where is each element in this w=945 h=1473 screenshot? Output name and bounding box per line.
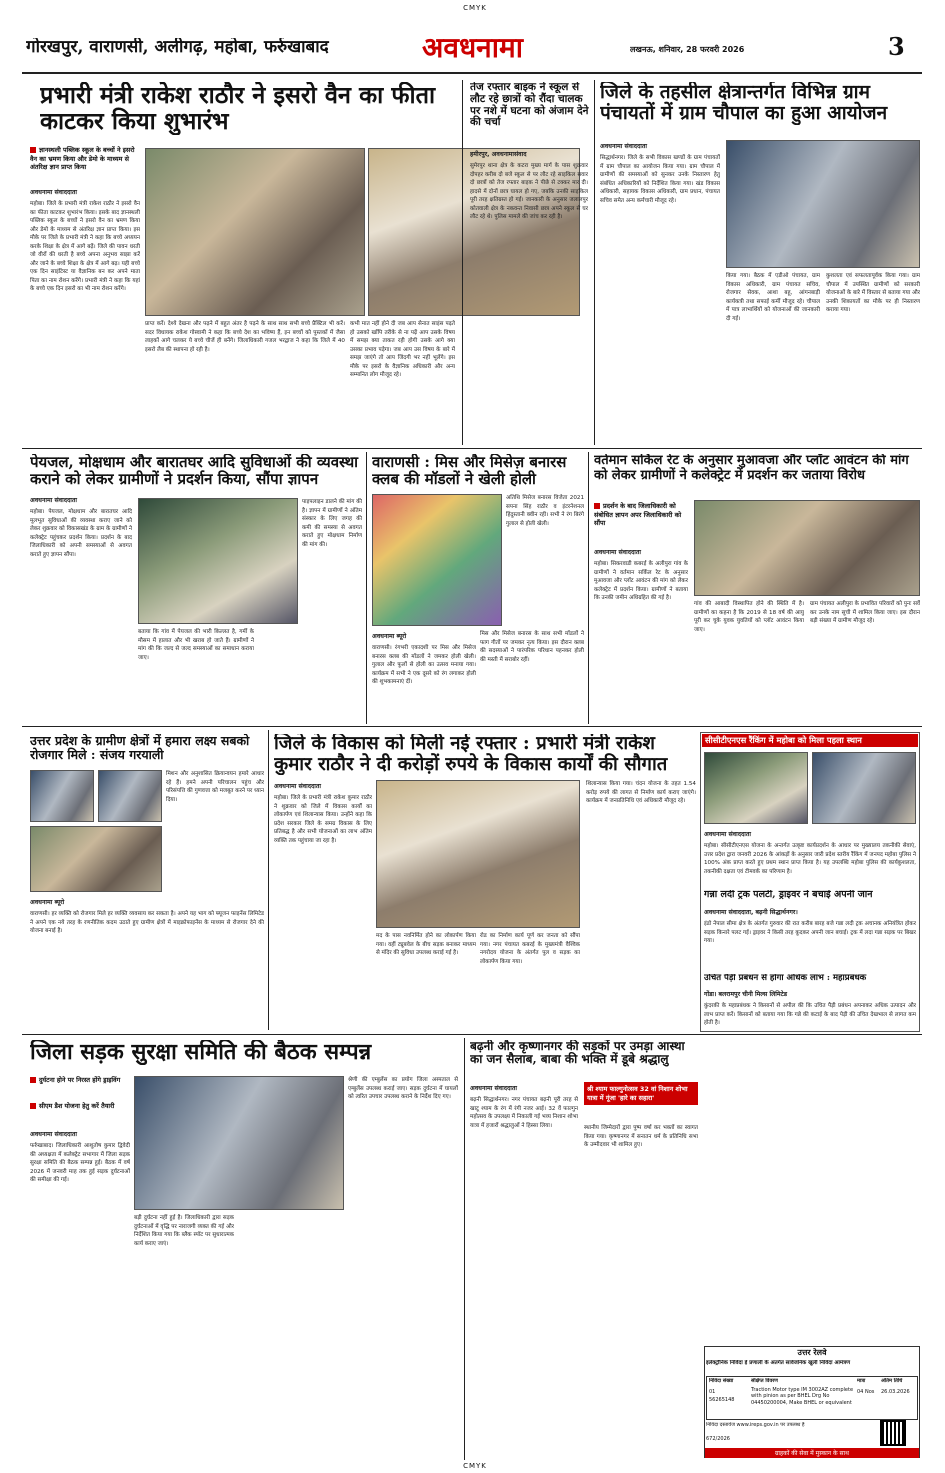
- chaupal-byline: अवधनामा संवाददाता: [600, 143, 647, 150]
- water-col1: [30, 494, 132, 722]
- rate-col3: [810, 600, 920, 722]
- road-col4: [348, 1076, 458, 1458]
- dev-body3: रोड का निर्माण कार्य पूर्ण कर जनता को सौंपा गया। नगर पंचायत कबरई के मुख्यमंत्री वैश्विक नगरोदय योजना के अंतर्गत पुल व सड़क का लोकार्पण किया गया।: [480, 933, 580, 965]
- isro-col1: [30, 186, 140, 444]
- water-body3: पाइपलाइन डालने की मांग की है। ज्ञापन में ग्रामीणों ने अंतिम संस्कार के लिए जगह की कमी की समस्या से अवगत कराते हुए मोक्षधाम निर्माण की मांग की।: [302, 499, 362, 548]
- ad-row-id: 56265148: [709, 1397, 735, 1403]
- isro-body1: महोबा। जिले के प्रभारी मंत्री राकेश राठौर ने इसरो वैन का फीता काटकर शुभारंभ किया। इसके बाद ज्ञानस्थली पब्लिक स्कूल के बच्चों ने इसरो वैन का भ्रमण किया और डेमो के माध्यम से अंतरिक्ष ज्ञान प्राप्त किया। इस मौके पर जिले के प्रभारी मंत्री ने कहा कि बच्चे अध्ययन करके शिक्षा के क्षेत्र में आगे बढ़ें। जिले की पावन धरती जो वीरों की धरती है बच्चे अपना अनुभव साझा करें और जाने के बच्चे शिक्षा के क्षेत्र में आगे बढ़। यही बच्चे एक दिन साइंटिस्ट या वैज्ञानिक बन कर अपने माता पिता का नाम रोशन करेंगे। प्रभारी मंत्री ने कहा कि यहां के बच्चे एक दिन इसरो का भी नाम रोशन करेंगे।: [30, 201, 140, 293]
- bike-col: [470, 148, 588, 444]
- cctns-byline: अवधनामा संवाददाता: [704, 831, 751, 838]
- rate-body3: ग्राम पंचायत अलीपुरा के प्रभावित परिवारों को पुनः सर्वे कर उनके नाम सूची में शामिल किया जाए। इस दौरान बड़ी संख्या में ग्रामीण मौजूद रहे।: [810, 601, 920, 624]
- bullet-icon: [30, 147, 36, 153]
- ad-row-qty: 04 Nos: [857, 1389, 875, 1395]
- dev-photo: [376, 780, 580, 928]
- bullet-icon: [30, 1103, 36, 1109]
- water-headline: पेयजल, मोक्षधाम और बारातघर आदि सुविधाओं की व्यवस्था कराने को लेकर ग्रामीणों ने प्रदर्शन किया, सौंपा ज्ञापन: [30, 454, 359, 488]
- road-byline: अवधनामा संवाददाता: [30, 1131, 77, 1138]
- job-photo-2: [98, 770, 162, 822]
- yatra-body2: स्थानीय जिम्मेदारों द्वारा पुष्प वर्षा कर भक्तों का स्वागत किया गया। कृष्णानगर में सनातन धर्म के प्रतिनिधि सभा के उम्मीदवार भी शामिल हुए।: [584, 1125, 698, 1148]
- ad-row-no: 01: [709, 1389, 716, 1395]
- road-headline: जिला सड़क सुरक्षा समिति की बैठक सम्पन्न: [30, 1040, 372, 1065]
- paddy-headline: उचित पैड़ी प्रबंधन से होगा अधिक लाभ : महाप्रबंधक: [704, 974, 867, 983]
- logo: [402, 30, 602, 68]
- bullet-icon: [594, 503, 600, 509]
- water-body1: महोबा। पेयजल, मोक्षधाम और बारातघर आदि मूलभूत सुविधाओं की व्यवस्था कराए जाने को लेकर शुक्रवार को विकासखंड के ग्राम के ग्रामीणों ने कलेक्ट्रेट पहुंचकर प्रदर्शन किया। प्रदर्शन के बाद जिलाधिकारी को अपनी समस्याओं से अवगत कराते हुए ज्ञापन सौंपा।: [30, 509, 132, 558]
- job-byline: अवधनामा ब्यूरो: [30, 899, 65, 906]
- registration-mark-bottom: CMYK: [463, 1462, 487, 1470]
- dev-headline: जिले के विकास को मिली नई रफ्तार : प्रभारी मंत्री राकेश कुमार राठौर ने दी करोड़ों रुपये के विकास कार्यों की सौगात: [274, 734, 668, 775]
- header-date: लखनऊ, शनिवार, 28 फरवरी 2026: [630, 45, 745, 54]
- cctns-headline: सीसीटीएनएस रैंकिंग में महोबा को मिला पहला स्थान: [702, 734, 918, 747]
- ad-footer: ग्राहकों की सेवा में मुस्कान के साथ: [705, 1448, 919, 1458]
- water-photo: [138, 498, 298, 624]
- yatra-headline: बढ़नी और कृष्णानगर की सड़कों पर उमड़ा आस्था का जन सैलाब, बाबा की भक्ति में डूबे श्रद्धालु: [470, 1040, 685, 1067]
- dev-col2: [376, 932, 476, 1028]
- divider-v3: [366, 452, 367, 724]
- divider-v2: [594, 80, 595, 445]
- dev-byline: अवधनामा संवाददाता: [274, 783, 321, 790]
- chaupal-body3: कुशलता एवं सफलतापूर्वक किया गया। ग्राम चौपाल में उपस्थित ग्रामीणों को सरकारी योजनाओं के बारे में विस्तार से बताया गया और उनकी शिकायतों का मौके पर ही निस्तारण कराया गया।: [826, 273, 920, 313]
- chaupal-headline: जिले के तहसील क्षेत्रान्तर्गत विभिन्न ग्राम पंचायतों में ग्राम चौपाल का हुआ आयोजन: [600, 82, 888, 125]
- isro-byline: अवधनामा संवाददाता: [30, 189, 77, 196]
- yatra-subhead-text: श्री श्याम फाल्गुनोत्सव 32 वां निशान शोभा यात्रा में गूंजा 'हारे का सहारा': [587, 1085, 688, 1102]
- ad-code: 672/2026: [706, 1436, 730, 1442]
- ad-title: इलेक्ट्रॉनिक निविदा ई प्रणाली के अंतर्गत सार्वजनिक खुली निविदा आमंत्रण: [706, 1360, 850, 1366]
- bike-body: सुमेरपुर थाना क्षेत्र के कटरा मुख्य मार्ग के पास शुक्रवार दोपहर करीब दो बजे स्कूल से पर लौट रहे साइकिल सवार दो छात्रों को तेज रफ्तार बाइक ने पीछे से टक्कर मार दी। हादसे में दोनों छात्र घायल हो गए, जबकि उनकी साइकिल पूरी तरह क्षतिग्रस्त हो गई। जानकारी के अनुसार जलालपुर कोतवाली क्षेत्र के नकवन्त निवासी छात्र अपने स्कूल से घर लौट रहे थे। पुलिस मामले की जांच कर रही है।: [470, 163, 588, 221]
- rate-photo: [694, 500, 920, 596]
- rate-body2: गांव की आबादी विस्थापित होने की स्थिति में है। ग्रामीणों का कहना है कि 2019 से 18 वर्ष की आयु पूरी कर चुके युवक युवतियों को प्लॉट आवंटन किया जाए।: [694, 601, 804, 633]
- paddy-col: [704, 988, 916, 1030]
- road-sub-1-text: दुर्घटना होने पर निरस्त होंगे ड्राइविंग: [39, 1076, 121, 1084]
- dev-body1: महोबा। जिले के प्रभारी मंत्री राकेश कुमार राठौर ने शुक्रवार को जिले में विकास कार्यों का लोकार्पण एवं शिलान्यास किया। उन्होंने कहा कि प्रदेश सरकार जिले के समग्र विकास के लिए प्रतिबद्ध है और सभी योजनाओं का लाभ अंतिम व्यक्ति तक पहुंचाया जा रहा है।: [274, 795, 372, 844]
- section-rule-1: [22, 448, 922, 449]
- chaupal-col2: [726, 272, 820, 444]
- rate-col1: [594, 546, 688, 722]
- divider-v1: [462, 80, 463, 445]
- dev-col4: [586, 780, 696, 1028]
- rate-subhead-text: प्रदर्शन के बाद जिलाधिकारी को संबोधित ज्ञापन अपर जिलाधिकारी को सौंपा: [594, 502, 682, 528]
- bike-byline: हमीरपुर, अवधनामासंवाद: [470, 151, 527, 158]
- paddy-byline: गोंडा। बलरामपुर चीनी मिल्स लिमिटेड: [704, 991, 788, 998]
- chaupal-col1: [600, 140, 720, 444]
- page-number: 3: [888, 34, 905, 61]
- isro-body3: कभी मात नहीं होने दी जब आप सेनात साइंस पढ़ते हो उसको खाँपि तरीके से ना पढ़ें आप उसके विषय में समझ क्या ताकत रही होगी उसके आगे क्या उसका प्रभाव पड़ेगा। जब आप उस विषय के बारे में समझ जाएंगे तो आप जिंदगी भर नहीं भूलेंगे। इस मौके पर इसरो के वैज्ञानिक अधिकारी और अन्य सम्मानित लोग मौजूद रहे।: [350, 321, 455, 378]
- logo-text: अवधनामा: [422, 32, 523, 64]
- holi-col2: [480, 630, 584, 722]
- water-col3: [302, 498, 362, 722]
- divider-v5: [268, 730, 269, 1030]
- isro-headline: प्रभारी मंत्री राकेश राठौर ने इसरो वैन का फीता काटकर किया शुभारंभ: [40, 82, 436, 135]
- ad-row-date: 26.03.2026: [881, 1389, 910, 1395]
- truck-byline: अवधनामा संवाददाता, बढ़नी सिद्धार्थनगर।: [704, 909, 798, 916]
- holi-body2: मिस और मिसेज बनारस के साथ सभी मॉडलों ने फाग गीतों पर जमकर नृत्य किया। इस दौरान क्लब की सदस्याओं ने पारंपरिक परिधान पहनकर होली की मस्ती में सराबोर रहीं।: [480, 631, 584, 663]
- road-sub-2: [30, 1102, 130, 1111]
- section-rule-3: [22, 1034, 922, 1035]
- section-rule-2: [22, 726, 922, 727]
- job-side: [166, 770, 264, 894]
- ad-org: उत्तर रेलवे: [797, 1348, 827, 1357]
- cctns-col: [704, 828, 916, 886]
- isro-photo-1: [145, 148, 365, 316]
- yatra-byline: अवधनामा संवाददाता: [470, 1085, 517, 1092]
- cctns-photo-1: [704, 752, 808, 824]
- isro-subhead: [30, 146, 140, 172]
- cctns-photo-2: [812, 752, 916, 824]
- ad-th-qty: मात्रा: [857, 1378, 866, 1384]
- rate-subhead: [594, 502, 690, 528]
- holi-col1: [372, 630, 476, 722]
- holi-photo: [372, 494, 502, 626]
- dev-body2: मद के पास नवनिर्मित होने का लोकार्पण किया गया। वहीं ट्यूबवेल के बीच सड़क बनाकर माध्यम से मंदिर की सुविधा उपलब्ध कराई गई है।: [376, 933, 476, 956]
- chaupal-body2: किया गया। बैठक में एडीओ पंचायत, ग्राम विकास अधिकारी, ग्राम पंचायत सचिव, रोजगार सेवक, आशा बहू, आंगनबाड़ी कार्यकत्री तथा सफाई कर्मी मौजूद रहे। चौपाल में पात्र लाभार्थियों को योजनाओं की जानकारी दी गई।: [726, 273, 820, 322]
- yatra-subhead: [584, 1082, 698, 1105]
- job-photo-3: [30, 826, 162, 892]
- bullet-icon: [30, 1077, 36, 1083]
- truck-col: [704, 906, 916, 972]
- dev-col1: [274, 780, 372, 1028]
- registration-mark-top: CMYK: [463, 4, 487, 12]
- dev-col3: [480, 932, 580, 1028]
- holi-side: [506, 494, 584, 626]
- road-col2: [134, 1214, 234, 1458]
- rate-body1: महोबा। सिकरवाडी कबरई के अलीपुरा गांव के ग्रामीणों ने वर्तमान सर्किल रेट के अनुसार मुआवजा और प्लॉट आवंटन की मांग को लेकर कलेक्ट्रेट में प्रदर्शन किया। ग्रामीणों ने बताया कि उनकी जमीन अधिग्रहित की गई है।: [594, 561, 688, 602]
- cctns-body: महोबा। सीसीटीएनएस योजना के अन्तर्गत उत्कृष्ट कार्यप्रदर्शन के आधार पर मुख्यालय तकनीकी सेवाएं, उत्तर प्रदेश द्वारा जनवरी 2026 के आंकड़ों के अनुसार जारी प्रदेश स्तरीय रैंकिंग में जनपद महोबा पुलिस ने 100% अंक प्राप्त करते हुए प्रथम स्थान प्राप्त किया है। यह उपलब्धि महोबा पुलिस की कार्यकुशलता, तकनीकी दक्षता एवं टीमवर्क का परिणाम है।: [704, 843, 916, 875]
- city-line: गोरखपुर, वाराणसी, अलीगढ़, महोबा, फर्रुखाबाद: [26, 38, 329, 57]
- job-photo-1: [30, 770, 94, 822]
- header-rule: [22, 72, 922, 74]
- job-body: वाराणसी। हर व्यक्ति को रोजगार मिले हर व्यक्ति व्यवसाय कर सकता है। अपने यह भाग को फ्यूजन फाइनेंस लिमिटेड ने अपने एक नये तरह के रणनीतिक कदम उठाते हुए ग्रामीण क्षेत्रों में माइक्रोफाइनेंस के माध्यम से रोजगार देने की योजना बनाई है।: [30, 911, 264, 935]
- road-photo: [134, 1076, 344, 1210]
- road-body2: बड़ी दुर्घटना नहीं हुई है। जिलाधिकारी द्वारा सड़क दुर्घटनाओं में वृद्धि पर नाराजगी व्यक्त की गई और निर्देशित किया गया कि ब्लैक स्पॉट पर सुधारात्मक कार्य कराए जाएं।: [134, 1215, 234, 1247]
- isro-col2: [145, 320, 345, 444]
- masthead: [22, 30, 922, 70]
- ad-note: निविदा दस्तावेज www.ireps.gov.in पर उपलब्ध है: [706, 1422, 805, 1428]
- water-body2: बताया कि गांव में पेयजल की भारी किल्लत है, गर्मी के मौसम में हालात और भी खराब हो जाते हैं। ग्रामीणों ने मांग की कि जल्द से जल्द समस्याओं का समाधान कराया जाए।: [138, 629, 254, 661]
- water-col2: [138, 628, 254, 722]
- job-col: [30, 896, 264, 1028]
- ad-table: [706, 1376, 918, 1420]
- holi-headline: वाराणसी : मिस और मिसेज़ बनारस क्लब की मॉडलों ने खेली होली: [372, 454, 567, 488]
- divider-v4: [588, 452, 589, 724]
- holi-body1: वाराणसी। रंगभरी एकादशी पर मिस और मिसेज बनारस क्लब की मॉडलों ने जमकर होली खेली। गुलाल और फूलों से होली का उत्सव मनाया गया। कार्यक्रम में सभी ने एक दूसरे को रंग लगाकर होली की शुभकामनाएं दीं।: [372, 645, 476, 686]
- road-sub-1: [30, 1076, 130, 1085]
- holi-byline: अवधनामा ब्यूरो: [372, 633, 407, 640]
- job-side-text: मिशन और अनुशासित क्रियान्वयन हमारे आधार रहे हैं। हमने अपनी परिचालन पहुंच और परिसंपत्ति की गुणवत्ता को मजबूत करने पर ध्यान दिया।: [166, 771, 264, 803]
- chaupal-body1: सिद्धार्थनगर। जिले के सभी विकास खण्डों के ग्राम पंचायतों में ग्राम चौपाल का आयोजन किया गया। ग्राम चौपाल में ग्रामीणों की समस्याओं को सुनकर उनके निस्तारण हेतु संबंधित अधिकारियों को निर्देशित किया गया। खंड विकास अधिकारी, सहायक विकास अधिकारी, ग्राम प्रधान, पंचायत सचिव समेत अन्य कर्मचारी मौजूद रहे।: [600, 155, 720, 204]
- yatra-col2: [584, 1124, 698, 1458]
- paddy-body: कुंदरकी के महाप्रबंधक ने किसानों से अपील की कि उचित पैड़ी प्रबंधन अपनाकर अधिक उत्पादन और लाभ प्राप्त करें। किसानों को बताया गया कि गन्ने की कटाई के बाद पेड़ी की उचित देखभाल से लागत कम होती है।: [704, 1003, 916, 1027]
- ad-th-date: अंतिम तिथि: [881, 1378, 903, 1384]
- road-body1: फर्रुखाबाद। जिलाधिकारी आशुतोष कुमार द्विवेदी की अध्यक्षता में कलेक्ट्रेट सभागार में जिला सड़क सुरक्षा समिति की बैठक सम्पन्न हुई। बैठक में वर्ष 2026 में जनवरी माह तक हुई सड़क दुर्घटनाओं की समीक्षा की गई।: [30, 1143, 130, 1184]
- road-body3: श्रेणी की एम्बुलेंस का प्रयोग जिला अस्पताल से एम्बुलेंस उपलब्ध कराई जाए। सड़क दुर्घटना में घायलों को त्वरित उपचार उपलब्ध कराने के निर्देश दिए गए।: [348, 1077, 458, 1100]
- isro-subhead-text: ज्ञानस्थली पब्लिक स्कूल के बच्चों ने इसरो वैन का भ्रमण किया और डेमो के माध्यम से अंतरिक्ष ज्ञान प्राप्त किया: [30, 146, 135, 172]
- holi-side-text: अतिथि मिसेज बनारस विजेता 2021 सपना सिंह राठौर व इंटरनेशनल हिंदुस्तानी क्वीन रही। सभी ने रंग बिरंगे गुलाल से होली खेली।: [506, 495, 584, 527]
- road-col1: [30, 1128, 130, 1458]
- isro-col-right: [350, 320, 455, 444]
- yatra-col1: [470, 1082, 578, 1458]
- bike-headline: तेज रफ्तार बाइक ने स्कूल से लौट रहे छात्रों को रौंदा चालक पर नशे में घटना को अंजाम देने की चर्चा: [470, 82, 589, 129]
- ad-row-desc: Traction Motor type IM 3002AZ complete with pinion as per BHEL Drg No 04450200004, Make BHEL or equivalent: [751, 1387, 854, 1406]
- isro-body2: प्राप्त करें। देश्ये देखना और पढ़ने में बहुत अंतर है पढ़ने के साथ साथ सभी बच्चे प्रैक्टिल भी करें। सदर विधायक राकेश गोस्वामी ने कहा कि बच्चे देश का भविष्य हैं, इन बच्चों को पुस्तकों में जैसा लाहकों आगे चलकर ये बच्चे चीजें ही बनेंगे। जिलाधिकारी गजल भरद्वाज ने कहा कि जिले में 40 इसरो लैब की स्थापना हो रही है।: [145, 321, 345, 353]
- rate-headline: वर्तमान सर्किल रेट के अनुसार मुआवजा और प्लॉट आवंटन की मांग को लेकर ग्रामीणों ने कलेक्ट्रेट में प्रदर्शन कर जताया विरोध: [594, 454, 909, 483]
- chaupal-col3: [826, 272, 920, 444]
- water-byline: अवधनामा संवाददाता: [30, 497, 77, 504]
- rate-col2: [694, 600, 804, 722]
- road-col3: [240, 1214, 344, 1458]
- dev-body4: शिलान्यास किया गया। चंदन योजना के तहत 1.54 करोड़ रुपये की लागत से निर्माण कार्य कराए जाएंगे। कार्यक्रम में जनप्रतिनिधि एवं अधिकारी मौजूद रहे।: [586, 781, 696, 804]
- truck-headline: गन्ना लदी ट्रक पलटी, ड्राइवर ने बचाई अपनी जान: [704, 890, 873, 900]
- divider-v6: [464, 1038, 465, 1460]
- qr-code-icon: [880, 1420, 906, 1446]
- ad-th-desc: संक्षिप्त विवरण: [751, 1378, 778, 1384]
- chaupal-photo: [726, 140, 920, 268]
- job-headline: उत्तर प्रदेश के ग्रामीण क्षेत्रों में हमारा लक्ष्य सबको रोजगार मिले : संजय गरयाली: [30, 734, 250, 762]
- road-sub-2-text: सीएम डैश योजना हेतु करें तैयारी: [39, 1102, 115, 1110]
- rate-byline: अवधनामा संवाददाता: [594, 549, 641, 556]
- yatra-body1: बढ़नी सिद्धार्थनगर। नगर पंचायत बढ़नी पूरी तरह से खाटू श्याम के रंग में रंगी नजर आई। 32 वें फाल्गुन महोत्सव के उपलक्ष्य में निकाली गई भव्य निशान शोभा यात्रा में हजारों श्रद्धालुओं ने हिस्सा लिया।: [470, 1097, 578, 1129]
- truck-body: इंडो नेपाल सीमा क्षेत्र के अंतर्गत गुरुवार की रात करीब बारह बजे गन्ना लदी ट्रक अचानक अनियंत्रित होकर सड़क किनारे पलट गई। ड्राइवर ने किसी तरह कूदकर अपनी जान बचाई। ट्रक में लदा गन्ना सड़क पर बिखर गया।: [704, 921, 916, 945]
- ad-th-no: निविदा संख्या: [709, 1378, 734, 1384]
